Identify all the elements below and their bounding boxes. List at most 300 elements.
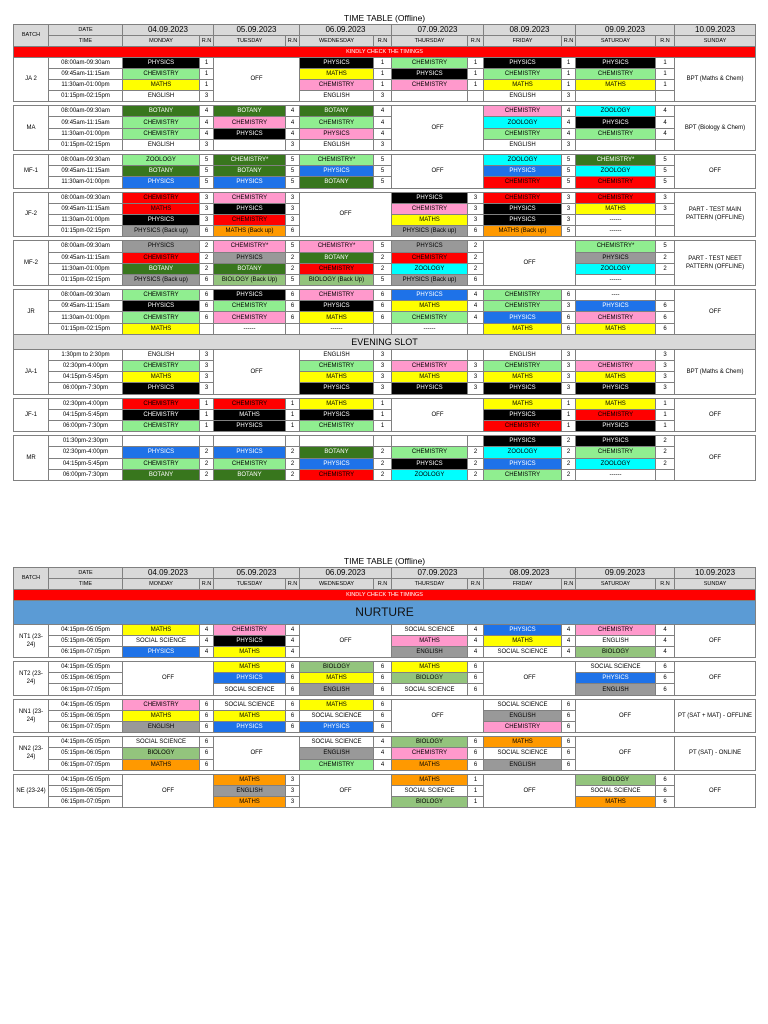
room-no: 6 bbox=[374, 699, 392, 710]
rn-header: R.N bbox=[286, 35, 300, 46]
room-no: 2 bbox=[200, 458, 214, 469]
room-no: 1 bbox=[656, 409, 675, 420]
room-no: 3 bbox=[656, 203, 675, 214]
timetable-title: TIME TABLE (Offline) bbox=[14, 12, 756, 24]
off-cell: OFF bbox=[576, 737, 675, 771]
time-slot: 06:15pm-07:05pm bbox=[49, 722, 123, 733]
subject-cell: CHEMISTRY bbox=[576, 409, 656, 420]
off-cell: OFF bbox=[123, 774, 214, 808]
room-no: 3 bbox=[286, 774, 300, 785]
subject-cell: SOCIAL SCIENCE bbox=[484, 646, 562, 657]
empty-cell bbox=[576, 139, 656, 150]
time-slot: 04:15pm-05:05pm bbox=[49, 624, 123, 635]
subject-cell: CHEMISTRY* bbox=[300, 155, 374, 166]
room-no: 3 bbox=[656, 372, 675, 383]
time-slot: 04:15pm-05:05pm bbox=[49, 662, 123, 673]
subject-cell: CHEMISTRY* bbox=[576, 155, 656, 166]
subject-cell: PHYSICS bbox=[300, 57, 374, 68]
room-no: 6 bbox=[656, 662, 675, 673]
subject-cell: MATHS bbox=[214, 797, 286, 808]
room-no: 6 bbox=[656, 774, 675, 785]
subject-cell: PHYSICS bbox=[576, 673, 656, 684]
room-no: 6 bbox=[468, 673, 484, 684]
time-slot: 09:45am-11:15am bbox=[49, 301, 123, 312]
room-no: 2 bbox=[562, 436, 576, 447]
room-no: 3 bbox=[562, 383, 576, 394]
room-no: 6 bbox=[200, 699, 214, 710]
subject-cell: MATHS bbox=[484, 372, 562, 383]
batch-label: JA-1 bbox=[14, 349, 49, 394]
room-no: 5 bbox=[374, 274, 392, 285]
subject-cell: CHEMISTRY* bbox=[576, 241, 656, 252]
room-no: 3 bbox=[286, 192, 300, 203]
subject-cell: PHYSICS bbox=[214, 177, 286, 188]
time-slot: 05:15pm-06:05pm bbox=[49, 710, 123, 721]
room-no: 4 bbox=[656, 128, 675, 139]
room-no: 1 bbox=[286, 398, 300, 409]
date-thu: 07.09.2023 bbox=[392, 567, 484, 578]
room-no: 4 bbox=[562, 646, 576, 657]
room-no: 3 bbox=[200, 139, 214, 150]
room-no: 6 bbox=[656, 312, 675, 323]
time-slot: 06:00pm-7:30pm bbox=[49, 469, 123, 480]
room-no: 3 bbox=[562, 139, 576, 150]
date-sun: 10.09.2023 bbox=[675, 24, 756, 35]
nurture-heading: NURTURE bbox=[14, 600, 756, 624]
room-no: 6 bbox=[286, 226, 300, 237]
room-no: 6 bbox=[286, 673, 300, 684]
room-no: 6 bbox=[286, 710, 300, 721]
room-no: 1 bbox=[200, 68, 214, 79]
subject-cell: MATHS bbox=[576, 398, 656, 409]
room-no: 2 bbox=[374, 447, 392, 458]
subject-cell: MATHS (Back up) bbox=[484, 226, 562, 237]
room-no: 5 bbox=[374, 155, 392, 166]
subject-cell: ENGLISH bbox=[123, 91, 200, 102]
subject-cell: PHYSICS bbox=[123, 383, 200, 394]
subject-cell: MATHS bbox=[484, 323, 562, 334]
subject-cell: MATHS bbox=[484, 737, 562, 748]
batch-label: MA bbox=[14, 106, 49, 151]
room-no: 3 bbox=[562, 192, 576, 203]
subject-cell: CHEMISTRY bbox=[392, 447, 468, 458]
room-no: 4 bbox=[200, 106, 214, 117]
day-fri: FRIDAY bbox=[484, 578, 562, 589]
room-no: 3 bbox=[374, 361, 392, 372]
subject-cell: ENGLISH bbox=[300, 684, 374, 695]
subject-cell: MATHS bbox=[123, 710, 200, 721]
rn-header: R.N bbox=[374, 578, 392, 589]
subject-cell: ------ bbox=[576, 469, 656, 480]
room-no: 4 bbox=[562, 117, 576, 128]
time-slot: 06:15pm-07:05pm bbox=[49, 759, 123, 770]
room-no: 5 bbox=[286, 155, 300, 166]
room-no: 5 bbox=[656, 166, 675, 177]
batch-label: MR bbox=[14, 436, 49, 481]
sunday-note: PART - TEST NEET PATTERN (OFFLINE) bbox=[675, 241, 756, 286]
subject-cell: PHYSICS bbox=[123, 301, 200, 312]
time-slot: 04:15pm-5:45pm bbox=[49, 372, 123, 383]
room-no: 4 bbox=[374, 128, 392, 139]
time-header: TIME bbox=[49, 35, 123, 46]
time-slot: 11:30am-01:00pm bbox=[49, 263, 123, 274]
room-no: 5 bbox=[656, 177, 675, 188]
time-slot: 11:30am-01:00pm bbox=[49, 312, 123, 323]
date-sat: 09.09.2023 bbox=[576, 24, 675, 35]
date-fri: 08.09.2023 bbox=[484, 24, 576, 35]
room-no: 6 bbox=[374, 290, 392, 301]
subject-cell: CHEMISTRY bbox=[484, 722, 562, 733]
off-cell: OFF bbox=[214, 57, 300, 102]
subject-cell: SOCIAL SCIENCE bbox=[484, 748, 562, 759]
subject-cell: CHEMISTRY bbox=[123, 398, 200, 409]
subject-cell: PHYSICS (Back up) bbox=[392, 274, 468, 285]
subject-cell: ENGLISH bbox=[123, 139, 200, 150]
subject-cell: PHYSICS bbox=[484, 436, 562, 447]
room-no: 6 bbox=[656, 673, 675, 684]
subject-cell: MATHS bbox=[123, 624, 200, 635]
subject-cell: PHYSICS (Back up) bbox=[123, 274, 200, 285]
room-no: 4 bbox=[200, 624, 214, 635]
room-no: 1 bbox=[374, 420, 392, 431]
subject-cell: CHEMISTRY bbox=[214, 192, 286, 203]
room-no: 6 bbox=[468, 737, 484, 748]
time-slot: 01:15pm-02:15pm bbox=[49, 226, 123, 237]
day-sat: SATURDAY bbox=[576, 35, 656, 46]
day-thu: THURSDAY bbox=[392, 578, 468, 589]
subject-cell: PHYSICS bbox=[392, 290, 468, 301]
time-slot: 08:00am-09:30am bbox=[49, 290, 123, 301]
subject-cell: MATHS bbox=[300, 673, 374, 684]
subject-cell: SOCIAL SCIENCE bbox=[123, 635, 200, 646]
room-no: 6 bbox=[200, 737, 214, 748]
subject-cell: PHYSICS bbox=[214, 420, 286, 431]
room-no: 3 bbox=[374, 139, 392, 150]
rn-header: R.N bbox=[286, 578, 300, 589]
subject-cell: CHEMISTRY bbox=[300, 79, 374, 90]
room-no: 2 bbox=[200, 241, 214, 252]
room-no: 5 bbox=[562, 166, 576, 177]
room-no: 3 bbox=[562, 372, 576, 383]
time-slot: 05:15pm-06:05pm bbox=[49, 673, 123, 684]
empty-cell bbox=[214, 436, 286, 447]
room-no: 4 bbox=[374, 106, 392, 117]
subject-cell: CHEMISTRY bbox=[300, 263, 374, 274]
batch-label: NT2 (23-24) bbox=[14, 662, 49, 696]
time-slot: 06:00pm-7:30pm bbox=[49, 383, 123, 394]
room-no: 1 bbox=[468, 797, 484, 808]
room-no: 6 bbox=[374, 684, 392, 695]
subject-cell: PHYSICS bbox=[484, 312, 562, 323]
subject-cell: PHYSICS bbox=[123, 214, 200, 225]
off-cell: OFF bbox=[300, 774, 392, 808]
time-slot: 01:15pm-02:15pm bbox=[49, 323, 123, 334]
time-slot: 01:15pm-02:15pm bbox=[49, 274, 123, 285]
room-no: 3 bbox=[562, 203, 576, 214]
room-no: 6 bbox=[468, 748, 484, 759]
room-no: 2 bbox=[286, 263, 300, 274]
subject-cell: BIOLOGY bbox=[123, 748, 200, 759]
subject-cell: PHYSICS bbox=[576, 252, 656, 263]
room-no: 2 bbox=[374, 469, 392, 480]
day-tue: TUESDAY bbox=[214, 35, 286, 46]
subject-cell: CHEMISTRY bbox=[576, 128, 656, 139]
room-no: 5 bbox=[562, 226, 576, 237]
sunday-note: BPT (Maths & Chem) bbox=[675, 349, 756, 394]
subject-cell: MATHS bbox=[392, 774, 468, 785]
subject-cell: PHYSICS bbox=[300, 128, 374, 139]
subject-cell: MATHS bbox=[484, 398, 562, 409]
batch-label: NT1 (23-24) bbox=[14, 624, 49, 658]
subject-cell: CHEMISTRY bbox=[123, 458, 200, 469]
subject-cell: MATHS bbox=[123, 203, 200, 214]
empty-cell bbox=[656, 469, 675, 480]
time-slot: 08:00am-09:30am bbox=[49, 241, 123, 252]
subject-cell: PHYSICS bbox=[214, 673, 286, 684]
room-no: 6 bbox=[468, 759, 484, 770]
subject-cell: CHEMISTRY bbox=[214, 458, 286, 469]
room-no: 1 bbox=[200, 57, 214, 68]
empty-cell bbox=[374, 323, 392, 334]
time-slot: 06:15pm-07:05pm bbox=[49, 646, 123, 657]
off-cell: OFF bbox=[675, 155, 756, 189]
room-no: 1 bbox=[374, 409, 392, 420]
room-no: 3 bbox=[286, 797, 300, 808]
room-no: 5 bbox=[656, 241, 675, 252]
room-no: 4 bbox=[200, 635, 214, 646]
room-no: 6 bbox=[286, 301, 300, 312]
room-no: 3 bbox=[562, 91, 576, 102]
subject-cell: ENGLISH bbox=[123, 349, 200, 360]
subject-cell: CHEMISTRY* bbox=[214, 155, 286, 166]
subject-cell: BIOLOGY bbox=[300, 662, 374, 673]
room-no: 3 bbox=[656, 361, 675, 372]
off-cell: OFF bbox=[392, 398, 484, 432]
room-no: 4 bbox=[200, 128, 214, 139]
room-no: 2 bbox=[200, 447, 214, 458]
room-no: 6 bbox=[562, 759, 576, 770]
subject-cell: MATHS bbox=[300, 699, 374, 710]
notice-banner: KINDLY CHECK THE TIMINGS bbox=[14, 46, 756, 57]
room-no: 2 bbox=[656, 263, 675, 274]
subject-cell: CHEMISTRY bbox=[123, 252, 200, 263]
subject-cell: BOTANY bbox=[300, 177, 374, 188]
room-no: 1 bbox=[562, 68, 576, 79]
subject-cell: CHEMISTRY bbox=[123, 409, 200, 420]
subject-cell: BIOLOGY bbox=[392, 797, 468, 808]
subject-cell: PHYSICS bbox=[576, 57, 656, 68]
subject-cell: CHEMISTRY bbox=[300, 361, 374, 372]
subject-cell: CHEMISTRY bbox=[214, 301, 286, 312]
room-no: 5 bbox=[286, 241, 300, 252]
empty-cell bbox=[286, 323, 300, 334]
room-no: 4 bbox=[286, 106, 300, 117]
time-slot: 02:30pm-4:00pm bbox=[49, 398, 123, 409]
subject-cell: PHYSICS bbox=[484, 383, 562, 394]
room-no: 1 bbox=[374, 398, 392, 409]
subject-cell: BOTANY bbox=[123, 469, 200, 480]
subject-cell: SOCIAL SCIENCE bbox=[214, 684, 286, 695]
sunday-note: PART - TEST MAIN PATTERN (OFFLINE) bbox=[675, 192, 756, 237]
room-no: 6 bbox=[656, 323, 675, 334]
room-no: 6 bbox=[374, 301, 392, 312]
room-no: 2 bbox=[656, 436, 675, 447]
subject-cell: MATHS bbox=[392, 662, 468, 673]
off-cell: OFF bbox=[123, 662, 214, 696]
room-no: 3 bbox=[468, 372, 484, 383]
subject-cell: PHYSICS bbox=[484, 624, 562, 635]
room-no: 3 bbox=[468, 192, 484, 203]
subject-cell: MATHS bbox=[300, 398, 374, 409]
room-no: 6 bbox=[562, 323, 576, 334]
subject-cell: PHYSICS bbox=[123, 57, 200, 68]
time-slot: 11:30am-01:00pm bbox=[49, 214, 123, 225]
date-fri: 08.09.2023 bbox=[484, 567, 576, 578]
room-no: 2 bbox=[468, 469, 484, 480]
room-no: 5 bbox=[562, 177, 576, 188]
room-no: 6 bbox=[656, 797, 675, 808]
subject-cell: BIOLOGY (Back Up) bbox=[214, 274, 286, 285]
room-no: 2 bbox=[468, 458, 484, 469]
room-no: 6 bbox=[562, 748, 576, 759]
batch-label: MF-2 bbox=[14, 241, 49, 286]
time-slot: 04:15pm-05:05pm bbox=[49, 774, 123, 785]
room-no: 2 bbox=[656, 252, 675, 263]
subject-cell: BIOLOGY bbox=[392, 673, 468, 684]
subject-cell: ENGLISH bbox=[300, 139, 374, 150]
subject-cell: CHEMISTRY bbox=[214, 214, 286, 225]
room-no: 6 bbox=[374, 662, 392, 673]
subject-cell: CHEMISTRY bbox=[484, 469, 562, 480]
room-no: 6 bbox=[468, 226, 484, 237]
subject-cell: PHYSICS bbox=[214, 447, 286, 458]
room-no: 5 bbox=[286, 177, 300, 188]
subject-cell: ENGLISH bbox=[484, 710, 562, 721]
time-slot: 01:30pm-2:30pm bbox=[49, 436, 123, 447]
subject-cell: CHEMISTRY bbox=[300, 420, 374, 431]
subject-cell: CHEMISTRY bbox=[214, 624, 286, 635]
subject-cell: CHEMISTRY bbox=[576, 312, 656, 323]
date-thu: 07.09.2023 bbox=[392, 24, 484, 35]
room-no: 6 bbox=[562, 737, 576, 748]
room-no: 6 bbox=[286, 290, 300, 301]
subject-cell: ZOOLOGY bbox=[576, 263, 656, 274]
subject-cell: CHEMISTRY bbox=[392, 57, 468, 68]
room-no: 2 bbox=[374, 252, 392, 263]
off-cell: OFF bbox=[675, 624, 756, 658]
rn-header: R.N bbox=[200, 578, 214, 589]
batch-label: NN1 (23-24) bbox=[14, 699, 49, 733]
subject-cell: BOTANY bbox=[300, 252, 374, 263]
subject-cell: SOCIAL SCIENCE bbox=[300, 737, 374, 748]
room-no: 6 bbox=[200, 759, 214, 770]
room-no: 3 bbox=[200, 372, 214, 383]
room-no: 2 bbox=[656, 458, 675, 469]
room-no: 3 bbox=[200, 383, 214, 394]
subject-cell: ZOOLOGY bbox=[484, 155, 562, 166]
room-no: 6 bbox=[468, 684, 484, 695]
room-no: 5 bbox=[286, 274, 300, 285]
subject-cell: PHYSICS bbox=[300, 166, 374, 177]
off-cell: OFF bbox=[484, 241, 576, 286]
empty-cell bbox=[468, 436, 484, 447]
subject-cell: CHEMISTRY bbox=[484, 361, 562, 372]
room-no: 4 bbox=[656, 635, 675, 646]
empty-cell bbox=[468, 349, 484, 360]
subject-cell: MATHS bbox=[214, 774, 286, 785]
room-no: 3 bbox=[562, 301, 576, 312]
subject-cell: CHEMISTRY bbox=[300, 759, 374, 770]
subject-cell: CHEMISTRY bbox=[214, 117, 286, 128]
empty-cell bbox=[576, 349, 656, 360]
time-slot: 06:15pm-07:05pm bbox=[49, 797, 123, 808]
subject-cell: PHYSICS bbox=[123, 241, 200, 252]
timetable-nurture bbox=[13, 555, 756, 808]
room-no: 3 bbox=[200, 349, 214, 360]
room-no: 4 bbox=[286, 646, 300, 657]
room-no: 4 bbox=[468, 301, 484, 312]
subject-cell: BIOLOGY bbox=[576, 774, 656, 785]
subject-cell: ---- bbox=[576, 290, 656, 301]
subject-cell: CHEMISTRY bbox=[576, 177, 656, 188]
subject-cell: MATHS bbox=[300, 372, 374, 383]
subject-cell: CHEMISTRY bbox=[484, 290, 562, 301]
room-no: 5 bbox=[562, 155, 576, 166]
subject-cell: SOCIAL SCIENCE bbox=[576, 785, 656, 796]
room-no: 6 bbox=[200, 710, 214, 721]
subject-cell: SOCIAL SCIENCE bbox=[300, 710, 374, 721]
subject-cell: MATHS bbox=[576, 79, 656, 90]
room-no: 1 bbox=[562, 57, 576, 68]
subject-cell: MATHS bbox=[392, 372, 468, 383]
room-no: 6 bbox=[286, 699, 300, 710]
room-no: 2 bbox=[200, 263, 214, 274]
room-no: 5 bbox=[656, 155, 675, 166]
subject-cell: ENGLISH bbox=[484, 349, 562, 360]
rn-header: R.N bbox=[374, 35, 392, 46]
date-header: DATE bbox=[49, 567, 123, 578]
room-no: 6 bbox=[200, 312, 214, 323]
day-sun: SUNDAY bbox=[675, 578, 756, 589]
room-no: 3 bbox=[562, 214, 576, 225]
subject-cell: PHYSICS bbox=[484, 166, 562, 177]
room-no: 4 bbox=[468, 635, 484, 646]
room-no: 3 bbox=[200, 192, 214, 203]
rn-header: R.N bbox=[656, 35, 675, 46]
time-slot: 11:30am-01:00pm bbox=[49, 79, 123, 90]
empty-cell bbox=[468, 91, 484, 102]
room-no: 4 bbox=[374, 759, 392, 770]
subject-cell: PHYSICS bbox=[300, 409, 374, 420]
date-header: DATE bbox=[49, 24, 123, 35]
room-no: 1 bbox=[562, 409, 576, 420]
empty-cell bbox=[200, 323, 214, 334]
room-no: 3 bbox=[200, 214, 214, 225]
room-no: 2 bbox=[200, 252, 214, 263]
room-no: 6 bbox=[562, 312, 576, 323]
room-no: 1 bbox=[286, 420, 300, 431]
room-no: 6 bbox=[286, 312, 300, 323]
subject-cell: BIOLOGY (Back Up) bbox=[300, 274, 374, 285]
subject-cell: ------ bbox=[300, 323, 374, 334]
off-cell: OFF bbox=[675, 398, 756, 432]
room-no: 1 bbox=[374, 79, 392, 90]
time-slot: 09:45am-11:15am bbox=[49, 166, 123, 177]
room-no: 5 bbox=[200, 155, 214, 166]
day-fri: FRIDAY bbox=[484, 35, 562, 46]
timetable-title: TIME TABLE (Offline) bbox=[14, 555, 756, 567]
empty-cell bbox=[374, 436, 392, 447]
